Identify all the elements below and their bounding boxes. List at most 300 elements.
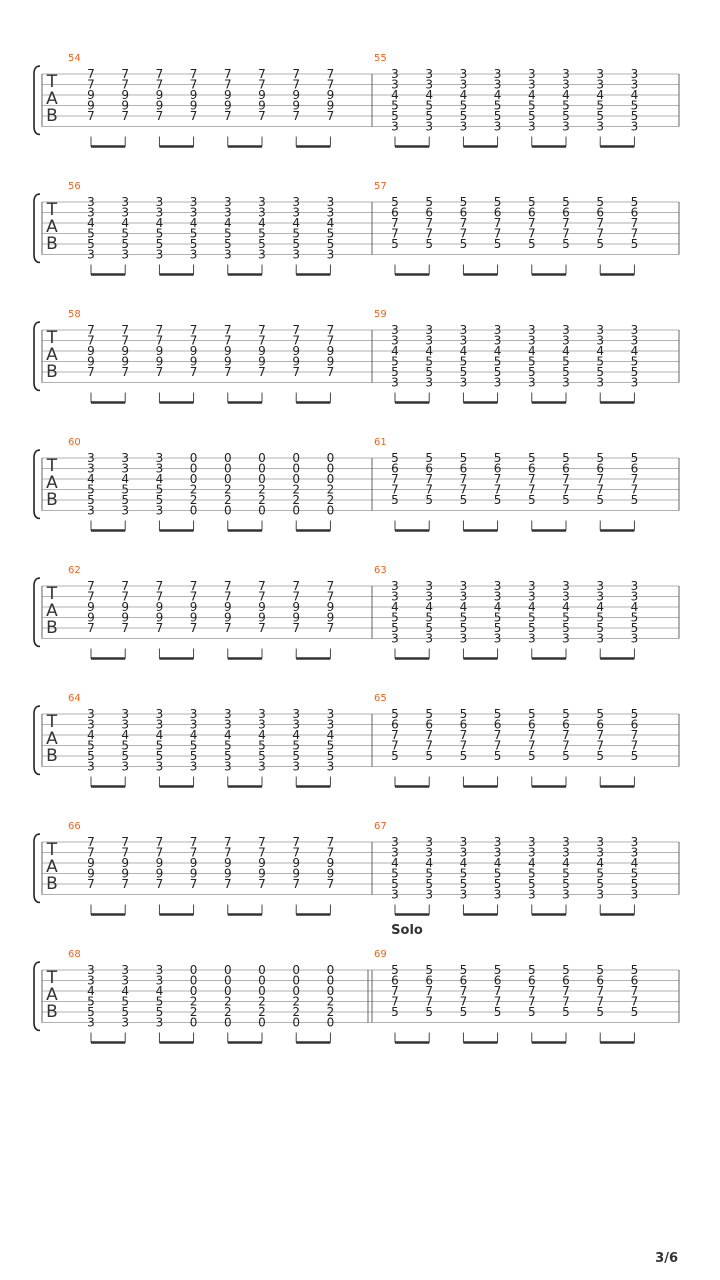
fret-number: 9	[121, 866, 130, 881]
fret-number: 7	[459, 226, 468, 241]
tab-beat	[391, 451, 399, 531]
fret-number: 5	[630, 707, 639, 721]
measure	[68, 565, 334, 659]
fret-number: 6	[596, 205, 605, 220]
tab-beat	[600, 323, 638, 403]
tab-beat	[91, 579, 129, 659]
fret-number: 9	[258, 610, 266, 625]
fret-number: 5	[562, 451, 570, 465]
fret-number: 6	[425, 205, 434, 220]
tab-beat	[296, 579, 334, 659]
fret-number: 7	[630, 226, 639, 241]
tab-system	[34, 693, 679, 787]
fret-number: 7	[562, 728, 570, 742]
fret-number: 5	[459, 98, 468, 113]
tab-beat	[159, 579, 197, 659]
tab-beat	[159, 323, 197, 403]
fret-number: 9	[258, 344, 266, 358]
fret-number: 7	[292, 621, 301, 635]
fret-number: 7	[87, 845, 95, 860]
fret-number: 3	[562, 323, 570, 337]
fret-number: 7	[87, 77, 95, 92]
fret-number: 7	[121, 365, 130, 379]
tab-beat	[296, 323, 334, 403]
fret-number: 5	[391, 493, 399, 507]
fret-number: 5	[292, 738, 301, 753]
fret-number: 5	[596, 866, 605, 881]
fret-number: 5	[425, 493, 434, 507]
fret-number: 4	[596, 344, 605, 358]
tab-beat	[224, 579, 232, 659]
fret-number: 9	[292, 88, 301, 102]
measure	[374, 949, 638, 1043]
fret-number: 5	[425, 749, 434, 763]
fret-number: 0	[258, 963, 266, 977]
fret-number: 3	[527, 333, 536, 348]
fret-number: 9	[155, 354, 164, 369]
tab-beat	[391, 195, 399, 275]
fret-number: 5	[596, 1005, 605, 1019]
fret-number: 3	[87, 1015, 95, 1030]
fret-number: 3	[630, 631, 639, 646]
tab-beat	[532, 579, 570, 659]
fret-number: 5	[459, 365, 468, 379]
tab-clef-letter: B	[46, 362, 58, 382]
fret-number: 7	[87, 365, 95, 379]
fret-number: 4	[562, 600, 570, 614]
fret-number: 3	[562, 887, 570, 902]
fret-number: 7	[562, 994, 570, 1009]
tab-beat	[228, 323, 266, 403]
fret-number: 3	[493, 323, 502, 337]
fret-number: 5	[292, 226, 301, 241]
fret-number: 5	[562, 195, 570, 209]
fret-number: 0	[258, 973, 266, 988]
tab-beat	[91, 707, 129, 787]
fret-number: 3	[155, 205, 164, 220]
fret-number: 3	[527, 835, 536, 849]
fret-number: 3	[459, 631, 468, 646]
fret-number: 5	[596, 493, 605, 507]
fret-number: 3	[391, 835, 399, 849]
fret-number: 7	[223, 621, 232, 635]
fret-number: 5	[493, 451, 502, 465]
fret-number: 9	[326, 856, 335, 870]
fret-number: 5	[493, 98, 502, 113]
fret-number: 3	[121, 205, 130, 220]
fret-number: 9	[189, 600, 198, 614]
fret-number: 0	[258, 472, 266, 486]
fret-number: 5	[527, 365, 536, 379]
fret-number: 7	[459, 482, 468, 497]
tab-beat	[600, 963, 638, 1043]
fret-number: 7	[425, 482, 434, 497]
fret-number: 3	[459, 323, 468, 337]
fret-number: 3	[459, 887, 468, 902]
fret-number: 9	[292, 98, 301, 113]
fret-number: 5	[121, 749, 130, 763]
fret-number: 5	[155, 738, 164, 753]
fret-number: 5	[459, 707, 468, 721]
fret-number: 4	[121, 728, 130, 742]
fret-number: 5	[391, 109, 399, 123]
fret-number: 7	[155, 845, 164, 860]
tab-system	[34, 309, 679, 403]
fret-number: 3	[425, 77, 434, 92]
fret-number: 3	[527, 845, 536, 860]
fret-number: 4	[527, 88, 536, 102]
fret-number: 3	[292, 707, 301, 721]
fret-number: 9	[155, 610, 164, 625]
fret-number: 5	[459, 749, 468, 763]
fret-number: 3	[189, 717, 198, 732]
fret-number: 7	[493, 984, 502, 998]
tab-beat	[224, 451, 232, 531]
tab-system	[34, 923, 679, 1043]
fret-number: 9	[223, 88, 232, 102]
tab-beat	[395, 67, 433, 147]
fret-number: 3	[596, 67, 605, 81]
fret-number: 7	[189, 835, 198, 849]
fret-number: 5	[425, 451, 434, 465]
fret-number: 7	[596, 984, 605, 998]
fret-number: 3	[121, 503, 130, 518]
fret-number: 7	[223, 67, 232, 81]
system-bracket	[34, 962, 40, 1031]
tab-beat	[463, 707, 501, 787]
tab-beat	[156, 323, 164, 403]
fret-number: 5	[630, 877, 639, 891]
fret-number: 9	[223, 866, 232, 881]
tab-clef-letter: A	[46, 345, 58, 365]
fret-number: 3	[87, 451, 95, 465]
fret-number: 7	[459, 728, 468, 742]
fret-number: 5	[459, 109, 468, 123]
fret-number: 3	[562, 579, 570, 593]
fret-number: 4	[223, 728, 232, 742]
fret-number: 4	[292, 728, 301, 742]
fret-number: 3	[223, 759, 232, 774]
fret-number: 5	[596, 877, 605, 891]
fret-number: 5	[155, 1005, 164, 1019]
fret-number: 5	[596, 365, 605, 379]
fret-number: 3	[155, 963, 164, 977]
fret-number: 5	[425, 877, 434, 891]
fret-number: 9	[189, 856, 198, 870]
fret-number: 5	[326, 738, 335, 753]
fret-number: 4	[87, 728, 95, 742]
fret-number: 5	[596, 963, 605, 977]
fret-number: 7	[292, 845, 301, 860]
fret-number: 3	[493, 333, 502, 348]
fret-number: 5	[630, 621, 639, 635]
fret-number: 3	[630, 119, 639, 134]
fret-number: 0	[223, 461, 232, 476]
fret-number: 3	[596, 887, 605, 902]
system-bracket	[34, 194, 40, 263]
page-number: 3/6	[655, 1251, 678, 1266]
fret-number: 7	[527, 728, 536, 742]
fret-number: 3	[527, 631, 536, 646]
fret-number: 7	[326, 835, 335, 849]
fret-number: 5	[493, 493, 502, 507]
fret-number: 3	[630, 77, 639, 92]
tab-clef-letter: A	[46, 857, 58, 877]
tab-beat	[532, 707, 570, 787]
fret-number: 5	[630, 451, 639, 465]
fret-number: 5	[459, 877, 468, 891]
fret-number: 3	[562, 119, 570, 134]
fret-number: 0	[189, 461, 198, 476]
fret-number: 3	[292, 717, 301, 732]
fret-number: 7	[223, 845, 232, 860]
fret-number: 5	[189, 738, 198, 753]
fret-number: 7	[189, 67, 198, 81]
fret-number: 9	[292, 856, 301, 870]
fret-number: 9	[326, 88, 335, 102]
fret-number: 0	[223, 503, 232, 518]
fret-number: 7	[155, 365, 164, 379]
tab-beat	[292, 963, 300, 1043]
fret-number: 0	[292, 503, 301, 518]
fret-number: 3	[391, 589, 399, 604]
fret-number: 3	[459, 333, 468, 348]
fret-number: 9	[189, 98, 198, 113]
fret-number: 3	[326, 205, 335, 220]
fret-number: 9	[292, 344, 301, 358]
tab-beat	[463, 323, 501, 403]
measure-number: 64	[68, 693, 81, 704]
fret-number: 0	[189, 451, 198, 465]
fret-number: 5	[459, 195, 468, 209]
fret-number: 4	[425, 88, 434, 102]
fret-number: 7	[391, 738, 399, 753]
fret-number: 3	[87, 461, 95, 476]
fret-number: 5	[425, 621, 434, 635]
fret-number: 6	[425, 717, 434, 732]
fret-number: 3	[391, 375, 399, 390]
fret-number: 0	[292, 984, 301, 998]
fret-number: 5	[562, 1005, 570, 1019]
fret-number: 3	[292, 195, 301, 209]
fret-number: 5	[391, 237, 399, 251]
fret-number: 5	[391, 451, 399, 465]
fret-number: 5	[155, 237, 164, 251]
fret-number: 3	[562, 67, 570, 81]
fret-number: 9	[87, 354, 95, 369]
fret-number: 2	[258, 493, 266, 507]
fret-number: 3	[425, 835, 434, 849]
fret-number: 2	[189, 482, 198, 497]
fret-number: 5	[391, 866, 399, 881]
tab-beat	[156, 579, 164, 659]
tab-system	[34, 181, 679, 275]
measure-number: 58	[68, 309, 81, 320]
tab-beat	[532, 963, 570, 1043]
fret-number: 7	[391, 482, 399, 497]
fret-number: 5	[425, 707, 434, 721]
tab-beat	[528, 707, 536, 787]
tab-beat	[600, 67, 638, 147]
fret-number: 3	[425, 323, 434, 337]
fret-number: 7	[459, 738, 468, 753]
fret-number: 7	[562, 226, 570, 241]
fret-number: 7	[223, 589, 232, 604]
tab-beat	[91, 67, 129, 147]
system-bracket	[34, 706, 40, 775]
tab-beat	[228, 195, 266, 275]
fret-number: 7	[596, 738, 605, 753]
system-bracket	[34, 66, 40, 135]
tab-beat	[395, 835, 433, 915]
fret-number: 7	[493, 226, 502, 241]
fret-number: 4	[391, 344, 399, 358]
fret-number: 9	[223, 344, 232, 358]
fret-number: 7	[562, 738, 570, 753]
fret-number: 3	[258, 195, 266, 209]
fret-number: 3	[527, 887, 536, 902]
section-label: Solo	[391, 923, 423, 938]
fret-number: 5	[596, 109, 605, 123]
measure	[68, 181, 334, 275]
tab-clef-letter: T	[46, 840, 58, 860]
tab-beat	[596, 707, 604, 787]
fret-number: 4	[391, 856, 399, 870]
fret-number: 3	[189, 247, 198, 262]
fret-number: 5	[459, 451, 468, 465]
fret-number: 3	[391, 333, 399, 348]
fret-number: 3	[189, 707, 198, 721]
fret-number: 2	[189, 1005, 198, 1019]
tab-beat	[228, 579, 266, 659]
fret-number: 5	[630, 866, 639, 881]
fret-number: 4	[326, 728, 335, 742]
fret-number: 4	[87, 472, 95, 486]
fret-number: 3	[630, 67, 639, 81]
fret-number: 4	[459, 856, 468, 870]
fret-number: 3	[493, 887, 502, 902]
tab-clef-letter: A	[46, 473, 58, 493]
fret-number: 7	[493, 728, 502, 742]
fret-number: 3	[596, 333, 605, 348]
fret-number: 5	[326, 226, 335, 241]
fret-number: 7	[292, 579, 301, 593]
fret-number: 7	[459, 216, 468, 230]
fret-number: 7	[596, 472, 605, 486]
fret-number: 6	[493, 973, 502, 988]
fret-number: 9	[223, 610, 232, 625]
fret-number: 3	[121, 707, 130, 721]
fret-number: 3	[87, 717, 95, 732]
fret-number: 5	[459, 866, 468, 881]
fret-number: 7	[292, 77, 301, 92]
fret-number: 2	[326, 1005, 335, 1019]
fret-number: 7	[87, 67, 95, 81]
fret-number: 6	[527, 461, 536, 476]
fret-number: 7	[189, 77, 198, 92]
fret-number: 7	[292, 589, 301, 604]
tab-clef-letter: B	[46, 490, 58, 510]
fret-number: 3	[459, 835, 468, 849]
fret-number: 5	[527, 621, 536, 635]
tab-clef-letter: T	[46, 712, 58, 732]
fret-number: 6	[596, 973, 605, 988]
fret-number: 6	[391, 717, 399, 732]
fret-number: 5	[326, 237, 335, 251]
system-bracket	[34, 834, 40, 903]
fret-number: 3	[155, 973, 164, 988]
fret-number: 0	[292, 963, 301, 977]
fret-number: 7	[425, 738, 434, 753]
fret-number: 7	[155, 589, 164, 604]
fret-number: 3	[258, 759, 266, 774]
fret-number: 3	[425, 579, 434, 593]
fret-number: 5	[562, 237, 570, 251]
fret-number: 3	[223, 707, 232, 721]
fret-number: 9	[223, 600, 232, 614]
fret-number: 3	[630, 887, 639, 902]
measure-number: 65	[374, 693, 387, 704]
fret-number: 3	[630, 579, 639, 593]
fret-number: 3	[258, 707, 266, 721]
fret-number: 3	[425, 589, 434, 604]
fret-number: 0	[189, 963, 198, 977]
fret-number: 6	[493, 205, 502, 220]
fret-number: 5	[121, 994, 130, 1009]
tab-beat	[395, 195, 433, 275]
measure	[68, 949, 334, 1043]
fret-number: 7	[258, 845, 266, 860]
tab-beat	[528, 835, 536, 915]
fret-number: 4	[87, 984, 95, 998]
fret-number: 6	[596, 461, 605, 476]
fret-number: 6	[630, 461, 639, 476]
tab-beat	[87, 451, 95, 531]
fret-number: 0	[223, 963, 232, 977]
tab-beat	[296, 835, 334, 915]
fret-number: 3	[562, 835, 570, 849]
fret-number: 5	[391, 877, 399, 891]
fret-number: 5	[258, 738, 266, 753]
tab-system	[34, 565, 679, 659]
fret-number: 7	[155, 877, 164, 891]
tab-beat	[596, 963, 604, 1043]
fret-number: 7	[425, 226, 434, 241]
fret-number: 6	[459, 973, 468, 988]
fret-number: 9	[87, 866, 95, 881]
fret-number: 5	[155, 493, 164, 507]
fret-number: 4	[155, 216, 164, 230]
fret-number: 5	[425, 354, 434, 369]
fret-number: 3	[155, 717, 164, 732]
fret-number: 3	[189, 205, 198, 220]
fret-number: 7	[258, 621, 266, 635]
measure	[374, 565, 638, 659]
fret-number: 0	[326, 451, 335, 465]
fret-number: 0	[189, 1015, 198, 1030]
fret-number: 9	[326, 354, 335, 369]
fret-number: 3	[562, 77, 570, 92]
fret-number: 7	[258, 77, 266, 92]
fret-number: 7	[189, 333, 198, 348]
fret-number: 7	[493, 472, 502, 486]
fret-number: 3	[87, 503, 95, 518]
tab-beat	[224, 67, 232, 147]
measure	[68, 821, 334, 915]
fret-number: 7	[87, 835, 95, 849]
fret-number: 9	[121, 354, 130, 369]
fret-number: 7	[87, 579, 95, 593]
